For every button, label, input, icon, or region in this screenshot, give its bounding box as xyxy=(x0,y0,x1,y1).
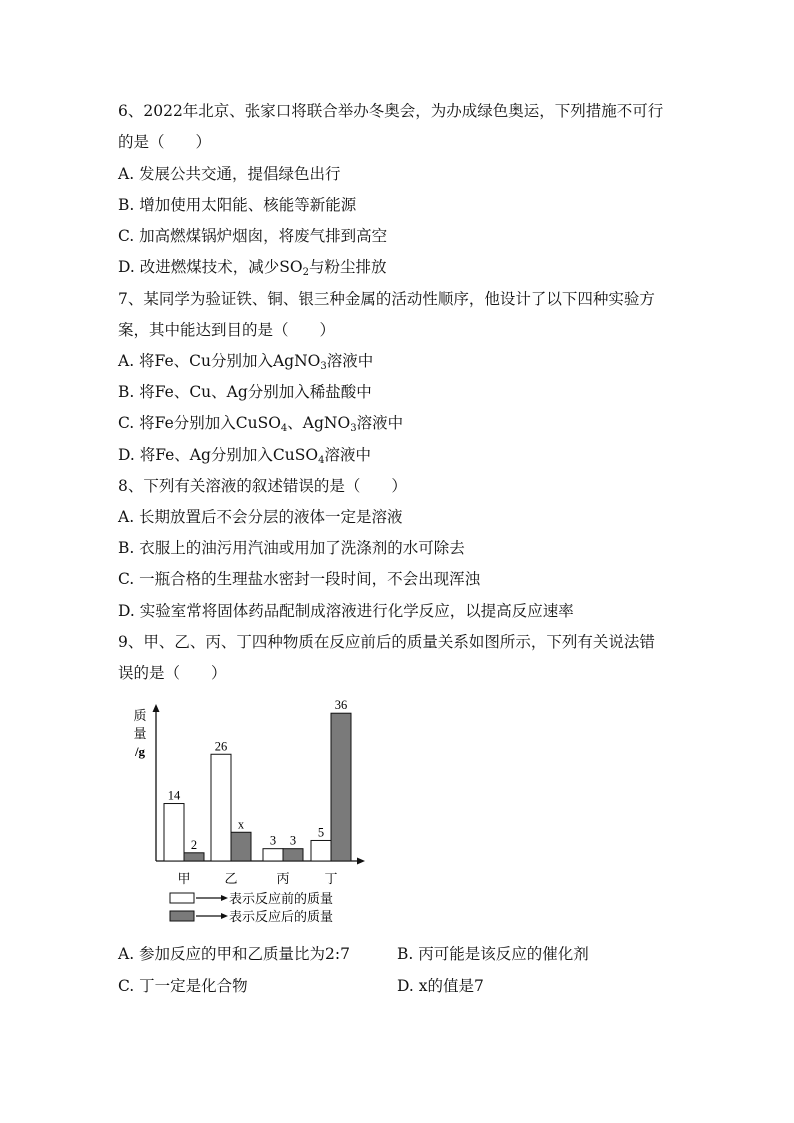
q7-option-a xyxy=(118,351,373,371)
data-label-yi-after: x xyxy=(237,817,245,832)
q7-stem-line2: 案，其中能达到目的是（ ） xyxy=(118,321,336,339)
data-label-jia-after: 2 xyxy=(190,837,198,852)
q7-option-c-subscript-2: 3 xyxy=(350,423,357,434)
q6-option-c: C. 加高燃煤锅炉烟囱，将废气排到高空 xyxy=(118,227,388,245)
q6-option-a: A. 发展公共交通，提倡绿色出行 xyxy=(118,165,341,183)
q7-option-a-text-end: 溶液中 xyxy=(326,352,374,370)
q9-option-d: D. x的值是7 xyxy=(397,977,484,995)
legend-swatch-after xyxy=(170,911,194,921)
x-tick-label-ding: 丁 xyxy=(324,871,338,886)
q9-stem-line2: 误的是（ ） xyxy=(118,664,227,682)
bar-bing-before xyxy=(263,849,283,861)
q6-option-d-text: D. 改进燃煤技术，减少SO xyxy=(118,258,303,276)
q9-option-c: C. 丁一定是化合物 xyxy=(118,977,248,995)
y-axis-label-char-1: 质 xyxy=(133,708,147,723)
mass-bar-chart xyxy=(120,700,370,932)
y-axis-arrow-icon xyxy=(153,704,160,712)
bar-bing-after xyxy=(283,849,303,861)
data-label-bing-after: 3 xyxy=(289,833,297,848)
x-tick-label-bing: 丙 xyxy=(276,871,290,886)
data-label-bing-before: 3 xyxy=(269,833,277,848)
q7-option-a-text: A. 将Fe、Cu分别加入AgNO xyxy=(118,352,321,370)
bar-yi-before xyxy=(211,754,231,861)
q6-stem-line2: 的是（ ） xyxy=(118,133,212,151)
x-axis-arrow-icon xyxy=(357,858,365,865)
bar-jia-before xyxy=(164,804,184,861)
q7-option-b: B. 将Fe、Cu、Ag分别加入稀盐酸中 xyxy=(118,383,372,401)
x-tick-label-jia: 甲 xyxy=(177,871,191,886)
q6-option-d xyxy=(118,257,386,277)
q9-option-a: A. 参加反应的甲和乙质量比为2:7 xyxy=(118,945,350,963)
bars-group xyxy=(164,700,351,861)
q7-stem-line1: 7、某同学为验证铁、铜、银三种金属的活动性顺序，他设计了以下四种实验方 xyxy=(118,290,655,308)
data-label-yi-before: 26 xyxy=(214,739,228,754)
q7-option-a-subscript: 3 xyxy=(320,361,327,372)
q7-option-c-subscript-1: 4 xyxy=(280,423,288,434)
bar-ding-after xyxy=(331,713,351,861)
legend-label-before: 表示反应前的质量 xyxy=(229,891,334,906)
legend-label-after: 表示反应后的质量 xyxy=(229,909,334,924)
q7-option-d-text-end: 溶液中 xyxy=(324,446,371,464)
x-tick-label-yi: 乙 xyxy=(224,871,238,886)
q9-option-b: B. 丙可能是该反应的催化剂 xyxy=(397,945,589,963)
q7-option-c-text-end: 溶液中 xyxy=(356,414,404,432)
q9-stem-line1: 9、甲、乙、丙、丁四种物质在反应前后的质量关系如图所示，下列有关说法错 xyxy=(118,633,655,651)
bar-jia-after xyxy=(184,853,204,861)
q7-option-d-subscript: 4 xyxy=(318,455,325,466)
q6-option-d-subscript: 2 xyxy=(302,267,309,278)
data-label-ding-before: 5 xyxy=(317,825,325,840)
q8-option-c: C. 一瓶合格的生理盐水密封一段时间，不会出现浑浊 xyxy=(118,570,481,588)
x-tick-labels xyxy=(177,871,337,886)
q7-option-c xyxy=(118,413,403,433)
q6-stem-line1: 6、2022年北京、张家口将联合举办冬奥会，为办成绿色奥运，下列措施不可行 xyxy=(118,102,664,120)
bar-yi-after xyxy=(231,832,251,861)
q7-option-d xyxy=(118,445,371,465)
q8-option-d: D. 实验室常将固体药品配制成溶液进行化学反应，以提高反应速率 xyxy=(118,602,574,620)
q8-option-b: B. 衣服上的油污用汽油或用加了洗涤剂的水可除去 xyxy=(118,539,465,557)
y-axis-label xyxy=(133,708,146,759)
q8-stem: 8、下列有关溶液的叙述错误的是（ ） xyxy=(118,477,407,495)
legend xyxy=(170,891,333,924)
q6-option-d-text-end: 与粉尘排放 xyxy=(308,258,387,276)
q7-option-d-text: D. 将Fe、Ag分别加入CuSO xyxy=(118,446,319,464)
legend-swatch-before xyxy=(170,893,194,903)
q7-option-c-text: C. 将Fe分别加入CuSO xyxy=(118,414,281,432)
y-axis-label-char-2: 量 xyxy=(133,726,147,741)
q8-option-a: A. 长期放置后不会分层的液体一定是溶液 xyxy=(118,508,403,526)
q7-option-c-text-mid: 、AgNO xyxy=(287,414,351,432)
q6-option-b: B. 增加使用太阳能、核能等新能源 xyxy=(118,196,357,214)
bar-ding-before xyxy=(311,840,331,861)
legend-arrow-after-icon xyxy=(221,913,228,919)
y-axis-label-char-3: /g xyxy=(134,744,146,759)
data-label-ding-after: 36 xyxy=(334,700,348,713)
data-label-jia-before: 14 xyxy=(167,788,181,803)
legend-arrow-before-icon xyxy=(221,895,228,901)
